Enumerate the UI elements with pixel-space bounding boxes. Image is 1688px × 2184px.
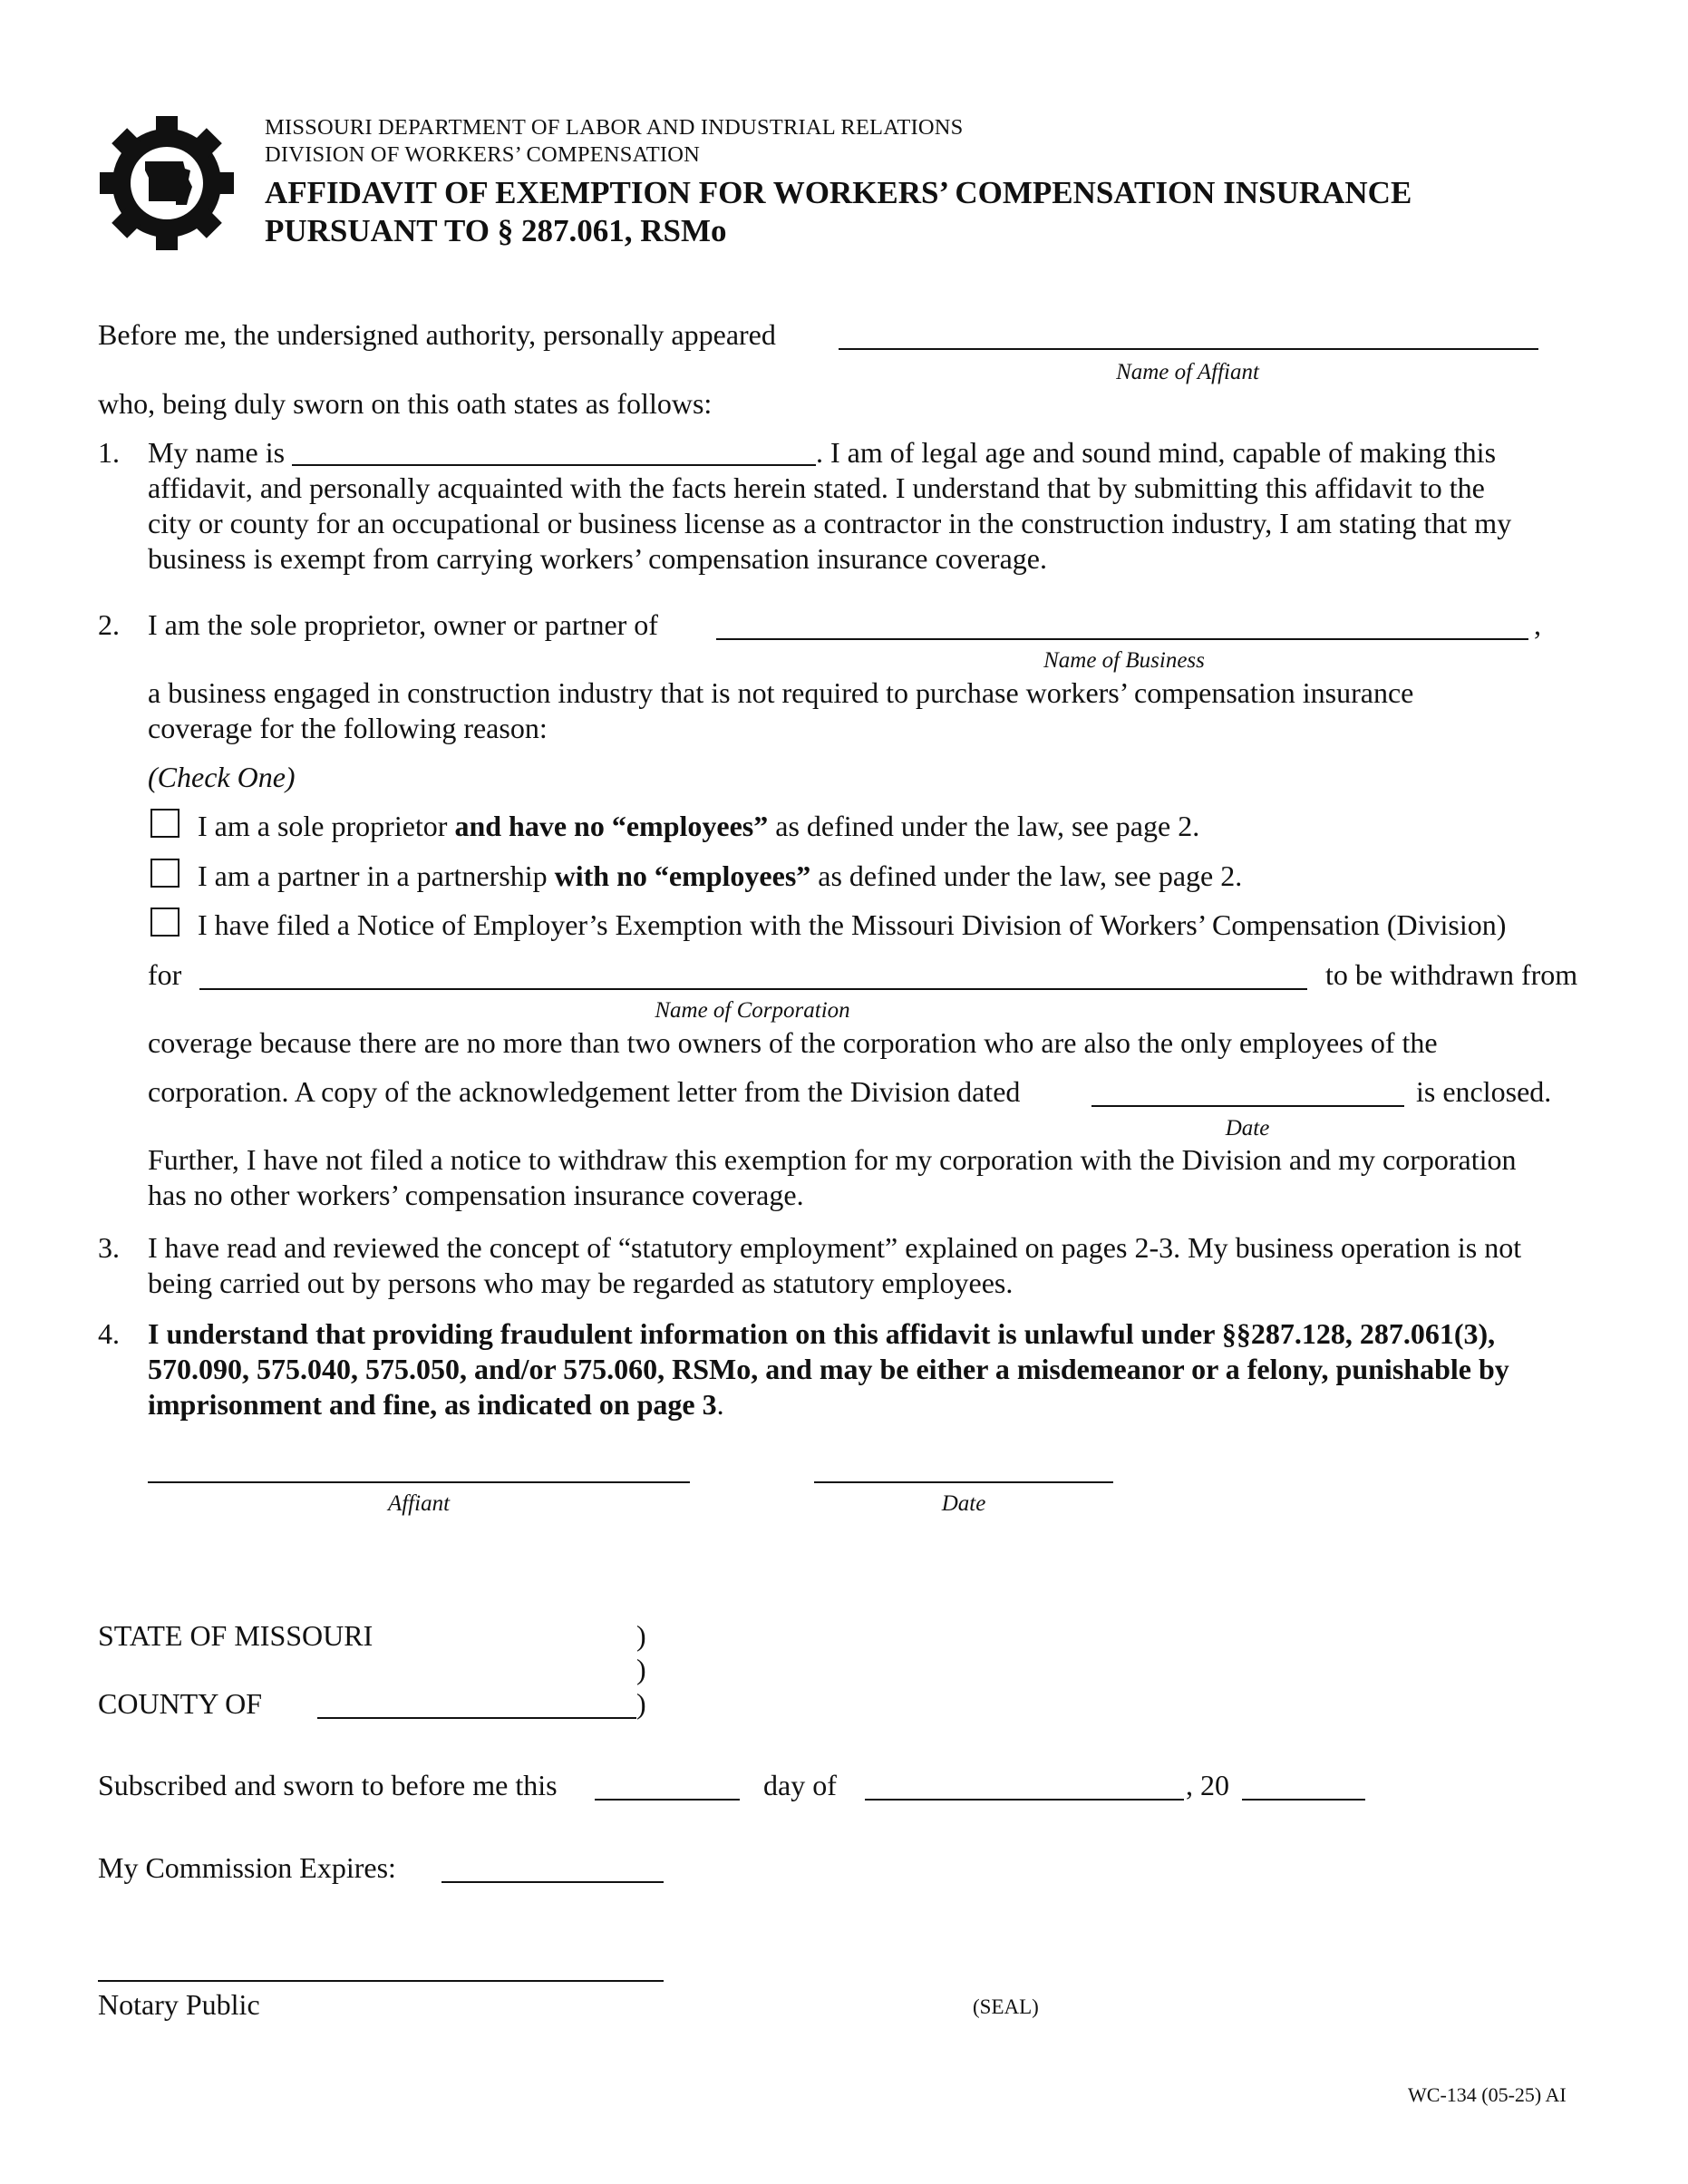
item-2-prefix: I am the sole proprietor, owner or partner of xyxy=(148,608,658,641)
acknowledgement-date-field[interactable] xyxy=(1091,1105,1404,1107)
corporation-name-caption: Name of Corporation xyxy=(655,998,850,1023)
month-field[interactable] xyxy=(865,1799,1184,1801)
item-2-number: 2. xyxy=(98,608,120,641)
business-name-caption: Name of Business xyxy=(1043,648,1205,673)
paren-3: ) xyxy=(636,1687,646,1720)
item-4-line-3: imprisonment and fine, as indicated on page 3. xyxy=(148,1388,724,1421)
further-line-2: has no other workers’ compensation insurance coverage. xyxy=(148,1179,804,1211)
corporation-name-field[interactable] xyxy=(199,988,1307,990)
item-4-line-1: I understand that providing fraudulent information on this affidavit is unlawful under §§287.128, 287.061(3), xyxy=(148,1317,1496,1350)
commission-label: My Commission Expires: xyxy=(98,1851,396,1884)
paren-1: ) xyxy=(636,1619,646,1652)
signature-date-field[interactable] xyxy=(814,1481,1113,1483)
item-2-line-2: coverage for the following reason: xyxy=(148,712,548,744)
affiant-name-field[interactable] xyxy=(839,348,1538,350)
option-partnership: I am a partner in a partnership with no “employees” as defined under the law, see page 2. xyxy=(198,859,1243,892)
form-id: WC-134 (05-25) AI xyxy=(1408,2083,1567,2106)
sole-proprietor-checkbox[interactable] xyxy=(150,809,179,838)
item-3-line-2: being carried out by persons who may be regarded as statutory employees. xyxy=(148,1267,1014,1299)
year-field[interactable] xyxy=(1242,1799,1365,1801)
my-name-field[interactable] xyxy=(292,464,816,466)
paren-2: ) xyxy=(636,1653,646,1685)
day-of-text: day of xyxy=(763,1769,837,1801)
year-prefix: , 20 xyxy=(1186,1769,1229,1801)
seal-label: (SEAL) xyxy=(973,1995,1039,2018)
form-title: AFFIDAVIT OF EXEMPTION FOR WORKERS’ COMPENSATION INSURANCE xyxy=(265,175,1412,210)
partnership-checkbox[interactable] xyxy=(150,859,179,888)
commission-expires-field[interactable] xyxy=(441,1881,664,1883)
signature-date-caption: Date xyxy=(941,1491,986,1516)
item-2-comma: , xyxy=(1534,608,1541,641)
item-4-number: 4. xyxy=(98,1317,120,1350)
option-sole-proprietor: I am a sole proprietor and have no “employees” as defined under the law, see page 2. xyxy=(198,810,1200,842)
county-field[interactable] xyxy=(317,1717,636,1719)
coverage-text: coverage because there are no more than two owners of the corporation who are also the only employees of the xyxy=(148,1026,1438,1059)
withdrawn-text: to be withdrawn from xyxy=(1325,958,1578,991)
county-label: COUNTY OF xyxy=(98,1687,263,1720)
item-1-line-4: business is exempt from carrying workers’ compensation insurance coverage. xyxy=(148,542,1047,575)
form-subtitle: PURSUANT TO § 287.061, RSMo xyxy=(265,213,727,248)
business-name-field[interactable] xyxy=(716,638,1528,640)
department-name: MISSOURI DEPARTMENT OF LABOR AND INDUSTRIAL RELATIONS xyxy=(265,115,964,140)
for-label: for xyxy=(148,958,182,991)
division-name: DIVISION OF WORKERS’ COMPENSATION xyxy=(265,142,701,167)
appeared-text: Before me, the undersigned authority, personally appeared xyxy=(98,318,776,351)
check-one-label: (Check One) xyxy=(148,761,296,793)
state-label: STATE OF MISSOURI xyxy=(98,1619,373,1652)
item-3-line-1: I have read and reviewed the concept of “statutory employment” explained on pages 2-3. My business operation is not xyxy=(148,1231,1522,1264)
item-4-line-2: 570.090, 575.040, 575.050, and/or 575.060, RSMo, and may be either a misdemeanor or a felony, punishable by xyxy=(148,1353,1509,1385)
affiant-signature-field[interactable] xyxy=(148,1481,690,1483)
missouri-gear-seal-icon xyxy=(98,114,236,252)
enclosed-text: is enclosed. xyxy=(1416,1075,1552,1108)
further-line-1: Further, I have not filed a notice to withdraw this exemption for my corporation with the Division and my corporation xyxy=(148,1143,1517,1176)
affiant-signature-caption: Affiant xyxy=(387,1491,451,1516)
corporation-exemption-checkbox[interactable] xyxy=(150,908,179,937)
option-corporation: I have filed a Notice of Employer’s Exemption with the Missouri Division of Workers’ Compensation (Division) xyxy=(198,908,1507,941)
item-1-prefix: My name is xyxy=(148,436,286,469)
subscribed-text: Subscribed and sworn to before me this xyxy=(98,1769,558,1801)
acknowledgement-date-caption: Date xyxy=(1225,1116,1270,1141)
notary-public-label: Notary Public xyxy=(98,1988,260,2021)
sworn-text: who, being duly sworn on this oath states as follows: xyxy=(98,387,713,420)
item-1-number: 1. xyxy=(98,436,120,469)
item-2-line-1: a business engaged in construction industry that is not required to purchase workers’ compensation insurance xyxy=(148,676,1414,709)
item-1-line-2: affidavit, and personally acquainted with the facts herein stated. I understand that by submitting this affidavit to the xyxy=(148,471,1485,504)
day-field[interactable] xyxy=(595,1799,740,1801)
copy-text: corporation. A copy of the acknowledgement letter from the Division dated xyxy=(148,1075,1021,1108)
item-3-number: 3. xyxy=(98,1231,120,1264)
item-1-text: . I am of legal age and sound mind, capable of making this xyxy=(816,436,1497,469)
affiant-name-caption: Name of Affiant xyxy=(1116,360,1259,384)
item-1-line-3: city or county for an occupational or business license as a contractor in the construction industry, I am stating that my xyxy=(148,507,1512,539)
notary-signature-field[interactable] xyxy=(98,1980,664,1982)
